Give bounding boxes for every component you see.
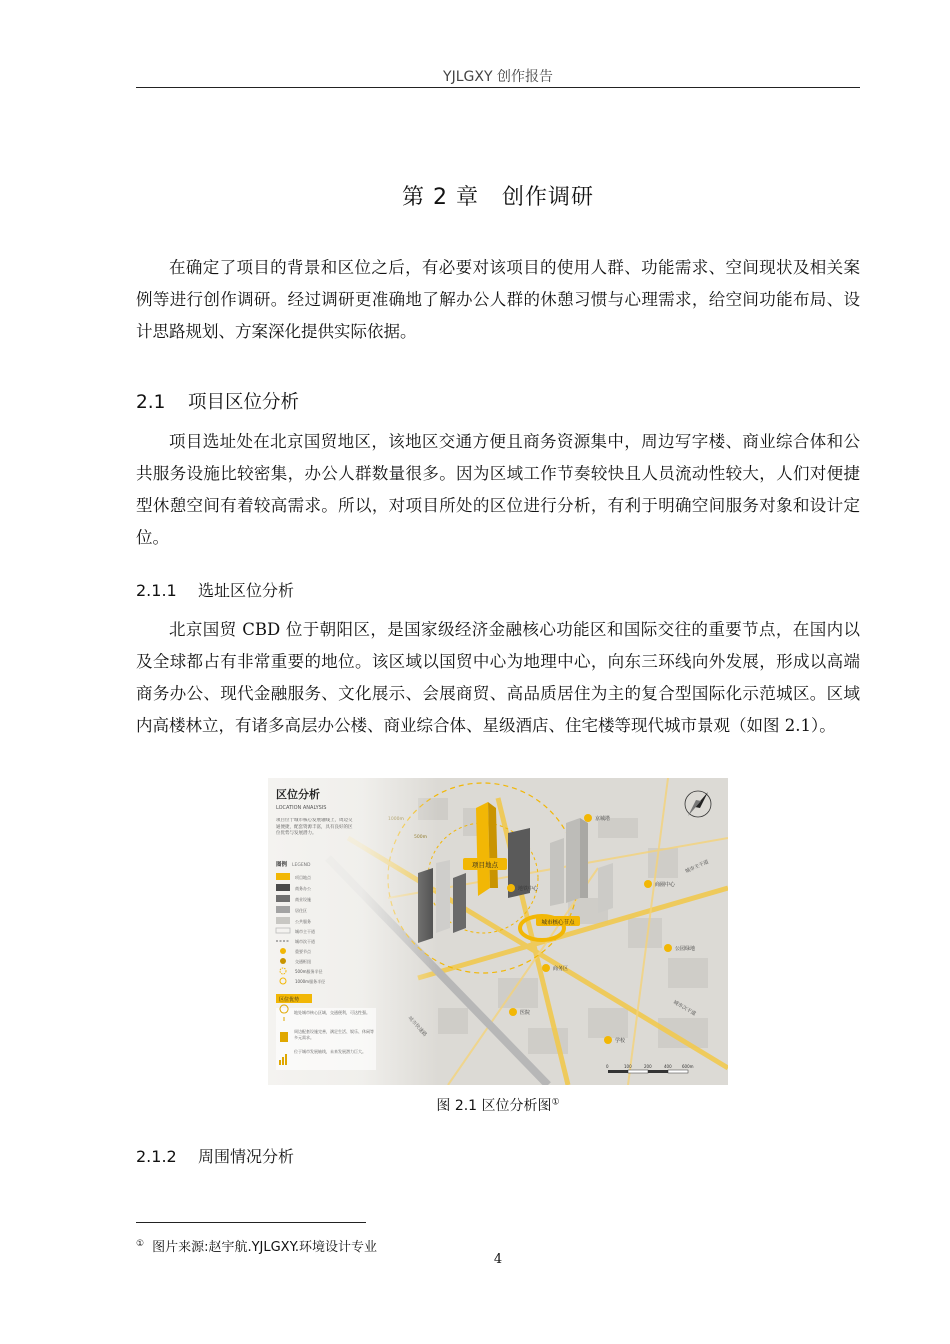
legend-item: 项目地点	[295, 875, 311, 880]
poi-label: 地铁中心	[518, 886, 539, 892]
road-label-1: 城市主干道	[684, 859, 710, 875]
scale-label: 200	[644, 1064, 652, 1069]
figure-subtitle: LOCATION ANALYSIS	[276, 805, 327, 811]
project-tower	[476, 802, 490, 896]
header-rule	[136, 87, 860, 88]
legend-title: 图例	[276, 862, 288, 868]
section-2-1-2-heading	[136, 1144, 294, 1167]
figure-description-box	[276, 818, 356, 850]
advantage-item: 周边配套设施完善，满足生活、娱乐、休闲等多元需求。	[294, 1029, 374, 1040]
advantage-title: 区位优势	[279, 997, 300, 1003]
page-number: 4	[493, 1252, 503, 1267]
core-label: 城市核心节点	[541, 920, 575, 926]
poi-label: 京城塔	[595, 816, 611, 822]
footnote-text: 图片来源:赵宇航.YJLGXY.环境设计专业	[152, 1240, 378, 1255]
poi-label: 学校	[615, 1038, 626, 1044]
building-icon	[280, 1032, 288, 1042]
section-title: 项目区位分析	[188, 392, 300, 413]
advantage-item: 地处城市核心区域，交通便利，可达性强。	[294, 1010, 370, 1015]
section-number: 2.1	[136, 392, 166, 413]
section-2-1-1-body: 北京国贸 CBD 位于朝阳区，是国家级经济金融核心功能区和国际交往的重要节点，在国内以及全球都占有非常重要的地位。该区域以国贸中心为地理中心，向东三环线向外发展，形成以高端商务办公、现代金融服务、文化展示、会展商贸、高品质居住为主的复合型国际化示范城区。区域内高楼林立，有诸多高层办公楼、商业综合体、星级酒店、住宅楼等现代城市景观（如图 2.1）。	[136, 620, 860, 735]
scale-label: 100	[624, 1064, 632, 1069]
figure-description: 项目位于城市核心发展轴线上，周边交通便捷，配套资源丰富，具有良好的区位优势与发展潜力。	[276, 818, 353, 836]
legend-subtitle: LEGEND	[292, 863, 311, 868]
legend-item: 城市次干道	[295, 939, 315, 944]
figure-caption	[136, 1095, 860, 1115]
footnote-rule	[136, 1222, 366, 1223]
poi-label: 商务区	[553, 966, 569, 972]
intro-paragraph: 在确定了项目的背景和区位之后，有必要对该项目的使用人群、功能需求、空间现状及相关案例等进行创作调研。经过调研更准确地了解办公人群的休憩习惯与心理需求，给空间功能布局、设计思路规划、方案深化提供实际依据。	[136, 258, 860, 341]
section-title: 选址区位分析	[198, 581, 295, 600]
scale-label: 0	[606, 1064, 609, 1069]
section-number: 2.1.2	[136, 1147, 177, 1166]
poi-label: 医院	[520, 1010, 531, 1016]
location-analysis-figure	[268, 778, 728, 1085]
caption-footnote-mark: ①	[551, 1097, 560, 1108]
scale-bar	[608, 1070, 688, 1073]
section-2-1-body: 项目选址处在北京国贸地区，该地区交通方便且商务资源集中，周边写字楼、商业综合体和公共服务设施比较密集，办公人群数量很多。因为区域工作节奏较快且人员流动性较大，人们对便捷型休憩空间有着较高需求。所以，对项目所处的区位进行分析，有利于明确空间服务对象和设计定位。	[136, 432, 860, 547]
tall-tower	[566, 818, 580, 903]
advantage-list	[294, 1010, 374, 1070]
legend-item: 商业设施	[295, 897, 311, 902]
legend-item: 居住区	[295, 908, 307, 913]
poi-label: 公园绿地	[675, 946, 696, 952]
legend-item: 交通枢纽	[295, 959, 311, 964]
scale-label: 400	[664, 1064, 672, 1069]
advantage-item: 位于城市发展轴线，未来发展潜力巨大。	[294, 1049, 366, 1054]
section-2-1-heading	[136, 388, 299, 414]
section-2-1-1-heading	[136, 578, 294, 601]
footnote-mark: ①	[136, 1238, 145, 1249]
legend-item: 1000m服务半径	[295, 979, 326, 984]
project-label: 项目地点	[472, 861, 498, 869]
legend-item: 500m服务半径	[295, 969, 323, 974]
poi-label: 商圈中心	[655, 882, 676, 888]
figure-title: 区位分析	[276, 788, 320, 801]
scale-label: 600m	[682, 1064, 694, 1069]
caption-text: 图 2.1 区位分析图	[436, 1098, 552, 1114]
chapter-title: 第 2 章 创作调研	[402, 185, 594, 210]
legend-item: 重要节点	[295, 949, 311, 954]
legend-item: 商务办公	[295, 886, 311, 891]
legend-item: 城市主干道	[295, 929, 315, 934]
road-label-3: 城市次干道	[672, 999, 697, 1018]
section-title: 周围情况分析	[198, 1147, 295, 1166]
section-number: 2.1.1	[136, 581, 177, 600]
running-header: YJLGXY 创作报告	[443, 69, 553, 85]
location-map	[268, 778, 728, 1085]
legend-item: 公共服务	[295, 919, 311, 924]
